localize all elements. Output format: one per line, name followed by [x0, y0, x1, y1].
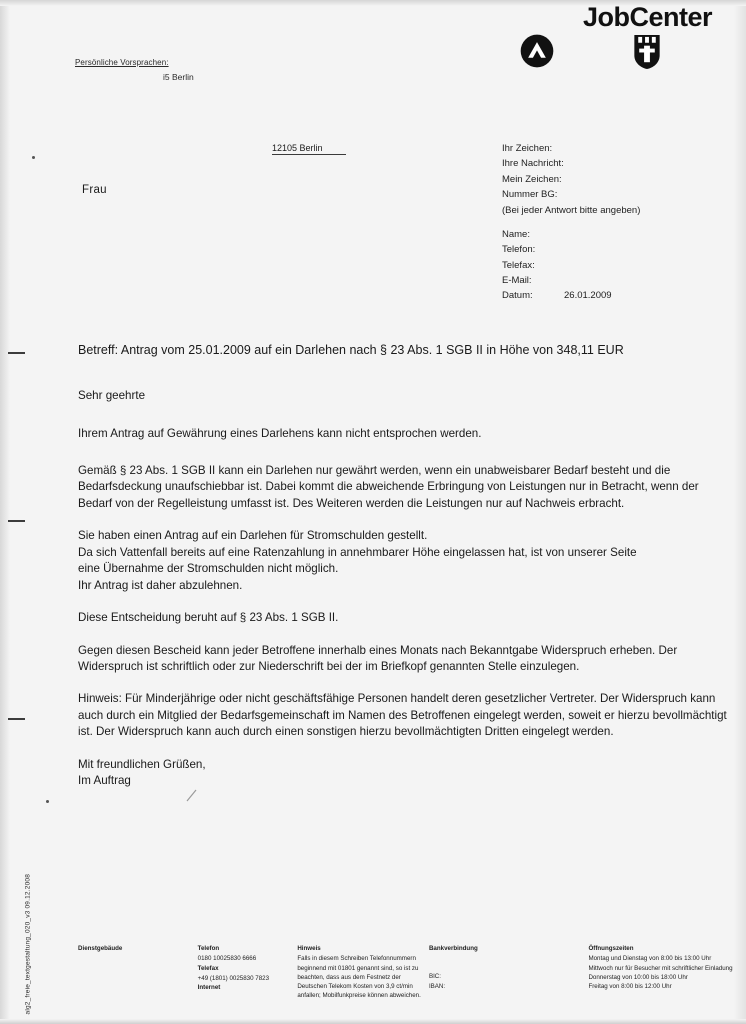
spacer: [78, 741, 736, 757]
footer-telefon-number: 0180 10025830 6666: [197, 955, 257, 963]
fold-mark: [8, 718, 25, 720]
reference-value-date: 26.01.2009: [564, 290, 612, 302]
reference-block: [502, 141, 640, 304]
footer-hours-line: Mittwoch nur für Besucher mit schriftlicher Einladung: [588, 964, 733, 972]
spacer: [78, 675, 736, 691]
reference-label: Ihre Nachricht:: [502, 158, 564, 170]
footer-col-hinweis: [297, 944, 429, 1001]
reference-label: Name:: [502, 228, 530, 240]
reference-label: Mein Zeichen:: [502, 173, 562, 185]
reference-row: [502, 172, 640, 187]
reference-note: (Bei jeder Antwort bitte angeben): [502, 204, 641, 216]
letter-para-case-line4: Ihr Antrag ist daher abzulehnen.: [78, 578, 243, 592]
reference-label: E-Mail:: [502, 275, 532, 286]
bundesagentur-fuer-arbeit-icon: [520, 34, 554, 68]
footer-heading-internet: Internet: [197, 984, 221, 992]
reference-row: [502, 156, 640, 171]
letter-greeting: Sehr geehrte: [78, 389, 146, 402]
reference-row: [502, 242, 640, 257]
spacer: [78, 512, 736, 528]
footer-hours-line: Montag und Dienstag von 8:00 bis 13:00 Uhr: [588, 955, 712, 963]
logo-wordmark: JobCenter: [582, 2, 712, 32]
fold-mark: [8, 520, 25, 522]
scan-edge-left: [0, 0, 10, 1024]
footer-col-bankverbindung: [429, 944, 589, 1001]
footer-col-telefon: [198, 944, 298, 1001]
footer-heading-bankverbindung: Bankverbindung: [428, 945, 478, 952]
letter-closing-line1: Mit freundlichen Grüßen,: [78, 757, 206, 771]
reference-label: Telefon:: [502, 244, 536, 256]
reference-label: Ihr Zeichen:: [502, 143, 553, 154]
reference-row-date: [502, 288, 640, 303]
letter-body: [78, 343, 736, 790]
reference-row: [502, 258, 640, 273]
spacer: [78, 594, 736, 610]
signature-mark-icon: [185, 789, 199, 803]
page-footer: [78, 944, 738, 1001]
fold-mark: [8, 352, 25, 354]
letter-para-intro: Ihrem Antrag auf Gewährung eines Darlehens kann nicht entsprochen werden.: [78, 427, 482, 441]
reference-label-date: Datum:: [502, 290, 533, 302]
fold-dot: [46, 800, 49, 803]
reference-row: [502, 227, 640, 242]
logo-marks: [482, 34, 712, 70]
letter-para-appeal: Gegen diesen Bescheid kann jeder Betroffene innerhalb eines Monats nach Bekanntgabe Widerspruch erheben. Der Widerspruch ist schriftlich oder zur Niederschrift bei der im Briefkopf genannten Stelle einzulegen.: [78, 643, 678, 673]
sender-block: [75, 57, 194, 83]
spacer: [78, 443, 736, 463]
spacer: [78, 358, 736, 388]
jobcenter-logo: [482, 4, 712, 70]
footer-col-oeffnungszeiten: [588, 944, 738, 1001]
footer-hinweis-text: Falls in diesem Schreiben Telefonnummern beginnend mit 01801 genannt sind, so ist zu beachten, dass aus dem Festnetz der Deutschen Telekom Kosten von 3,9 ct/min anfallen; Mobilfunkpreise können abweichen.: [297, 955, 421, 1000]
berlin-coat-of-arms-icon: [632, 34, 662, 70]
reference-label: Telefax:: [502, 259, 535, 271]
letter-closing-line2: Im Auftrag: [78, 774, 131, 788]
form-id-label: alg2_freie_textgestaltung_020_v3 09.12.2008: [24, 873, 32, 1015]
sender-title: Persönliche Vorsprachen:: [75, 58, 169, 67]
letter-para-case-line3: eine Übernahme der Stromschulden nicht möglich.: [78, 562, 339, 576]
footer-hours-line: Freitag von 8:00 bis 12:00 Uhr: [588, 983, 672, 991]
reference-row: [502, 273, 640, 288]
footer-telefax-number: +49 (1801) 0025830 7823: [197, 974, 270, 982]
spacer: [78, 404, 736, 426]
footer-iban-label: IBAN:: [428, 982, 446, 990]
address-salutation: Frau: [82, 184, 107, 196]
footer-heading-telefon: Telefon: [197, 945, 220, 952]
footer-bic-label: BIC:: [428, 973, 441, 981]
sender-office: i5 Berlin: [163, 71, 194, 82]
scan-edge-bottom: [0, 1019, 746, 1024]
letter-para-notice: Hinweis: Für Minderjährige oder nicht geschäftsfähige Personen handelt deren gesetzlicher Vertreter. Der Widerspruch kann auch durch ein Mitglied der Bedarfsgemeinschaft im Namen des Betroffenen eingelegt werden, soweit er hierzu bevollmächtigt ist. Der Widerspruch kann auch durch einen sonstigen hierzu bevollmächtigten Dritten eingelegt werden.: [78, 692, 727, 739]
reference-spacer: [502, 218, 640, 227]
fold-dot: [32, 156, 35, 159]
spacer: [78, 627, 736, 643]
letter-para-case-line2: Da sich Vattenfall bereits auf eine Ratenzahlung in annehmbarer Höhe eingelassen hat, ist von unserer Seite: [78, 545, 637, 559]
letter-subject: Betreff: Antrag vom 25.01.2009 auf ein Darlehen nach § 23 Abs. 1 SGB II in Höhe von 348,11 EUR: [78, 343, 624, 357]
letter-para-decision: Diese Entscheidung beruht auf § 23 Abs. 1 SGB II.: [78, 611, 339, 625]
letter-para-case-line1: Sie haben einen Antrag auf ein Darlehen für Stromschulden gestellt.: [78, 529, 428, 543]
footer-hours-line: Donnerstag von 10:00 bis 18:00 Uhr: [588, 973, 688, 981]
address-city: 12105 Berlin: [272, 143, 346, 155]
footer-heading-dienstgebaeude: Dienstgebäude: [78, 945, 123, 952]
footer-heading-telefax: Telefax: [197, 964, 219, 972]
footer-heading-hinweis: Hinweis: [297, 945, 321, 952]
letter-para-law: Gemäß § 23 Abs. 1 SGB II kann ein Darlehen nur gewährt werden, wenn ein unabweisbarer Bedarf besteht und die Bedarfsdeckung unaufschiebbar ist. Dabei kommt die abweichende Erbringung von Leistungen nur in Betracht, wenn der Bedarf von der Regelleistung umfasst ist. Des Weiteren werden die Leistungen nur auf Nachweis erbracht.: [78, 463, 699, 510]
reference-row: [502, 141, 640, 156]
footer-heading-oeffnungszeiten: Öffnungszeiten: [588, 945, 634, 952]
footer-spacer: [429, 954, 589, 972]
reference-row: [502, 187, 640, 202]
reference-label: Nummer BG:: [502, 189, 558, 201]
footer-col-dienstgebaeude: [78, 944, 198, 1001]
